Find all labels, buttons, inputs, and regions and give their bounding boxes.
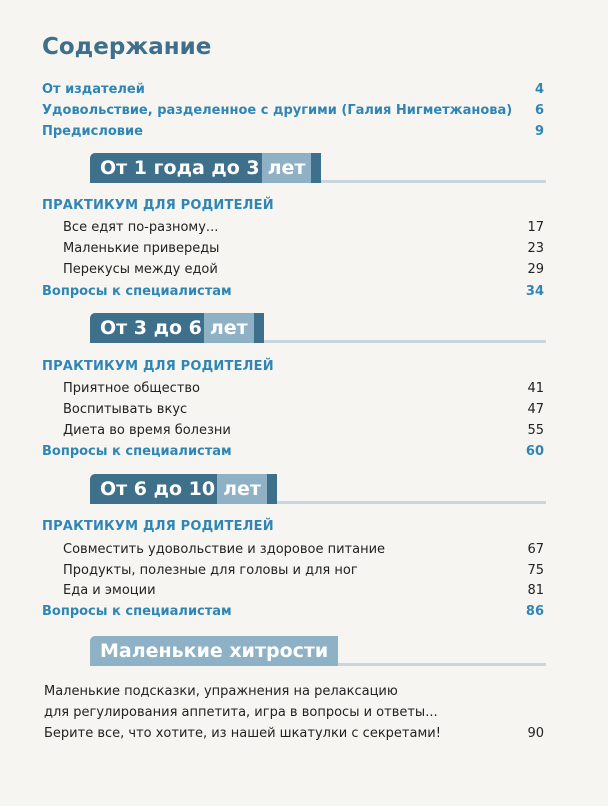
- section-heading-6-10: [90, 474, 546, 504]
- toc-entry-preface[interactable]: [0, 122, 608, 142]
- practicum-heading: ПРАКТИКУМ ДЛЯ РОДИТЕЛЕЙ: [42, 198, 274, 213]
- toc-entry[interactable]: [0, 218, 608, 238]
- section-heading-tail: лет: [217, 474, 267, 504]
- section-heading-main: Маленькие хитрости: [90, 636, 338, 666]
- toc-entry[interactable]: [0, 260, 608, 280]
- entry-label: Вопросы к специалистам: [42, 604, 232, 619]
- entry-label: Перекусы между едой: [63, 262, 218, 277]
- entry-page: 47: [527, 402, 544, 417]
- tricks-line: для регулирования аппетита, игра в вопросы и ответы...: [44, 705, 438, 720]
- practicum-heading: ПРАКТИКУМ ДЛЯ РОДИТЕЛЕЙ: [42, 519, 274, 534]
- toc-entry[interactable]: [0, 561, 608, 581]
- toc-entry[interactable]: [0, 421, 608, 441]
- section-heading-main: От 3 до 6: [100, 317, 202, 339]
- entry-label: Предисловие: [42, 124, 143, 139]
- section-heading-tail: лет: [204, 313, 254, 343]
- toc-entry-questions[interactable]: [0, 282, 608, 302]
- entry-page: 23: [527, 241, 544, 256]
- toc-entry[interactable]: [0, 379, 608, 399]
- entry-label: Совместить удовольствие и здоровое питание: [63, 542, 386, 557]
- tricks-line[interactable]: Берите все, что хотите, из нашей шкатулки с секретами! 90: [0, 724, 608, 744]
- entry-page: 6: [534, 103, 544, 118]
- entry-page: 75: [527, 563, 544, 578]
- entry-page: 4: [534, 82, 544, 97]
- toc-entry[interactable]: [0, 540, 608, 560]
- entry-label: Приятное общество: [63, 381, 201, 396]
- entry-page: 34: [525, 284, 544, 299]
- toc-entry-shared-pleasure[interactable]: [0, 101, 608, 121]
- section-heading-3-6: [90, 313, 546, 343]
- entry-label: Маленькие привереды: [63, 241, 220, 256]
- section-heading-tricks: [90, 636, 546, 666]
- entry-page: 86: [525, 604, 544, 619]
- entry-label: Вопросы к специалистам: [42, 444, 232, 459]
- entry-label: Вопросы к специалистам: [42, 284, 232, 299]
- entry-label: Воспитывать вкус: [63, 402, 188, 417]
- toc-entry[interactable]: [0, 239, 608, 259]
- entry-page: 9: [534, 124, 544, 139]
- entry-page: 55: [527, 423, 544, 438]
- entry-page: 17: [527, 220, 544, 235]
- toc-entry[interactable]: [0, 581, 608, 601]
- section-heading-main: От 1 года до 3: [100, 157, 260, 179]
- entry-page: 67: [527, 542, 544, 557]
- entry-label: От издателей: [42, 82, 145, 97]
- entry-label: Еда и эмоции: [63, 583, 156, 598]
- section-heading-tail: лет: [262, 153, 312, 183]
- toc-entry[interactable]: [0, 400, 608, 420]
- entry-label: Диета во время болезни: [63, 423, 231, 438]
- entry-label: Все едят по-разному...: [63, 220, 219, 235]
- page-title: Содержание: [42, 34, 212, 60]
- section-heading-1-3: [90, 153, 546, 183]
- toc-entry-publishers[interactable]: [0, 80, 608, 100]
- toc-entry-questions[interactable]: [0, 442, 608, 462]
- entry-label: Удовольствие, разделенное с другими (Галия Нигметжанова): [42, 103, 513, 118]
- section-heading-main: От 6 до 10: [100, 478, 216, 500]
- entry-page: 90: [527, 726, 544, 741]
- entry-label: Продукты, полезные для головы и для ног: [63, 563, 358, 578]
- entry-page: 60: [525, 444, 544, 459]
- tricks-line: Маленькие подсказки, упражнения на релаксацию: [44, 684, 398, 699]
- toc-entry-questions[interactable]: [0, 602, 608, 622]
- entry-page: 41: [527, 381, 544, 396]
- entry-page: 29: [527, 262, 544, 277]
- practicum-heading: ПРАКТИКУМ ДЛЯ РОДИТЕЛЕЙ: [42, 359, 274, 374]
- entry-page: 81: [527, 583, 544, 598]
